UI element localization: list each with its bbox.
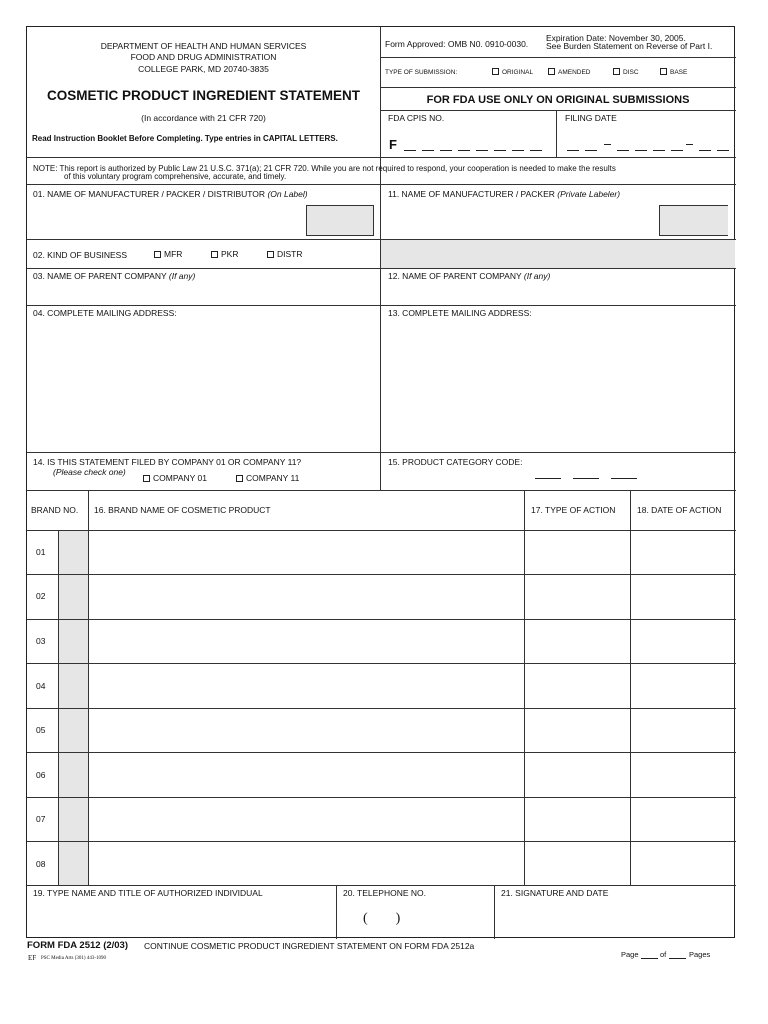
accordance-text: (In accordance with 21 CFR 720)	[141, 113, 266, 123]
checkbox-distr[interactable]	[267, 251, 274, 258]
checkbox-company-01[interactable]	[143, 475, 150, 482]
field-04-input[interactable]	[33, 321, 373, 449]
cpis-label: FDA CPIS NO.	[388, 113, 445, 123]
psc-media-text: PSC Media Arts (301) 443-1090	[41, 956, 106, 961]
field-21-label: 21. SIGNATURE AND DATE	[501, 888, 609, 898]
agency-line-2: FOOD AND DRUG ADMINISTRATION	[130, 52, 277, 62]
field-04-label: 04. COMPLETE MAILING ADDRESS:	[33, 308, 177, 318]
field-12-label: 12. NAME OF PARENT COMPANY (If any)	[388, 271, 551, 281]
date-of-action-cells[interactable]	[631, 531, 736, 885]
checkbox-mfr[interactable]	[154, 251, 161, 258]
submission-label: TYPE OF SUBMISSION:	[385, 69, 458, 76]
submission-base[interactable]: BASE	[660, 68, 687, 77]
header-brand-name: 16. BRAND NAME OF COSMETIC PRODUCT	[94, 505, 271, 515]
field-13-input[interactable]	[388, 321, 728, 449]
field-13-label: 13. COMPLETE MAILING ADDRESS:	[388, 308, 532, 318]
brand-row-07: 07	[36, 814, 46, 824]
filing-date-label: FILING DATE	[565, 113, 617, 123]
shaded-area-right	[381, 240, 735, 268]
field-11-label: 11. NAME OF MANUFACTURER / PACKER (Private Labeler)	[388, 189, 621, 199]
header-date-of-action: 18. DATE OF ACTION	[637, 505, 722, 515]
field-20-input[interactable]	[343, 901, 489, 935]
brand-row-06: 06	[36, 770, 46, 780]
business-distr[interactable]: DISTR	[267, 249, 303, 259]
field-19-label: 19. TYPE NAME AND TITLE OF AUTHORIZED INDIVIDUAL	[33, 888, 263, 898]
form-id: FORM FDA 2512 (2/03)	[27, 940, 129, 951]
field-15-label: 15. PRODUCT CATEGORY CODE:	[388, 457, 523, 467]
field-12-input[interactable]	[388, 283, 728, 303]
type-of-action-cells[interactable]	[525, 531, 630, 885]
field-03-input[interactable]	[33, 283, 373, 303]
note-line-1: NOTE: This report is authorized by Public Law 21 U.S.C. 371(a); 21 CFR 720. While you are not required to respond, your cooperation is needed to make the results	[33, 164, 616, 173]
omb-text: Form Approved: OMB N0. 0910-0030.	[385, 39, 529, 49]
brand-row-03: 03	[36, 636, 46, 646]
instructions-text: Read Instruction Booklet Before Completing. Type entries in CAPITAL LETTERS.	[32, 134, 338, 143]
agency-line-3: COLLEGE PARK, MD 20740-3835	[138, 64, 269, 74]
brand-row-08: 08	[36, 859, 46, 869]
note-line-2: of this voluntary program comprehensive, accurate, and timely.	[64, 172, 287, 181]
field-14-note: (Please check one)	[53, 467, 126, 477]
brand-row-02: 02	[36, 591, 46, 601]
field-19-input[interactable]	[33, 901, 331, 935]
field-01-input[interactable]	[33, 202, 303, 232]
header-brand-no: BRAND NO.	[31, 505, 79, 515]
company-01-option[interactable]: COMPANY 01	[143, 473, 207, 483]
submission-original[interactable]: ORIGINAL	[492, 68, 533, 77]
checkbox-disc[interactable]	[613, 68, 620, 75]
submission-disc[interactable]: DISC	[613, 68, 639, 77]
form-frame	[26, 26, 735, 938]
field-03-label: 03. NAME OF PARENT COMPANY (If any)	[33, 271, 196, 281]
field-11-shaded-box	[659, 205, 728, 236]
brand-name-cells[interactable]	[89, 531, 524, 885]
submission-amended[interactable]: AMENDED	[548, 68, 591, 77]
field-20-label: 20. TELEPHONE NO.	[343, 888, 426, 898]
expiration-line-2: See Burden Statement on Reverse of Part I.	[546, 41, 713, 51]
of-label: of	[660, 950, 667, 959]
checkbox-amended[interactable]	[548, 68, 555, 75]
form-title: COSMETIC PRODUCT INGREDIENT STATEMENT	[47, 88, 360, 103]
continue-text: CONTINUE COSMETIC PRODUCT INGREDIENT STATEMENT ON FORM FDA 2512a	[144, 941, 475, 951]
brand-row-01: 01	[36, 547, 46, 557]
fda-use-heading: FOR FDA USE ONLY ON ORIGINAL SUBMISSIONS	[426, 94, 690, 106]
page-total-input[interactable]	[669, 958, 686, 959]
cpis-prefix: F	[389, 137, 397, 152]
checkbox-company-11[interactable]	[236, 475, 243, 482]
field-14-label: 14. IS THIS STATEMENT FILED BY COMPANY 01 OR COMPANY 11?	[33, 457, 302, 467]
page-label: Page	[621, 950, 639, 959]
company-11-option[interactable]: COMPANY 11	[236, 473, 299, 483]
checkbox-pkr[interactable]	[211, 251, 218, 258]
business-mfr[interactable]: MFR	[154, 249, 182, 259]
field-02-label: 02. KIND OF BUSINESS	[33, 250, 127, 260]
page-number-input[interactable]	[641, 958, 658, 959]
business-pkr[interactable]: PKR	[211, 249, 238, 259]
field-11-input[interactable]	[388, 202, 656, 232]
field-01-shaded-box	[306, 205, 374, 236]
phone-parens: ( )	[363, 911, 401, 926]
expiration-line-1: Expiration Date: November 30, 2005.	[546, 33, 686, 43]
ef-label: EF	[28, 954, 37, 962]
checkbox-base[interactable]	[660, 68, 667, 75]
agency-line-1: DEPARTMENT OF HEALTH AND HUMAN SERVICES	[100, 41, 307, 51]
header-type-of-action: 17. TYPE OF ACTION	[531, 505, 616, 515]
field-21-input[interactable]	[501, 901, 731, 935]
brand-row-05: 05	[36, 725, 46, 735]
field-01-label: 01. NAME OF MANUFACTURER / PACKER / DISTRIBUTOR (On Label)	[33, 189, 308, 199]
pages-label: Pages	[689, 950, 711, 959]
brand-row-04: 04	[36, 681, 46, 691]
checkbox-original[interactable]	[492, 68, 499, 75]
